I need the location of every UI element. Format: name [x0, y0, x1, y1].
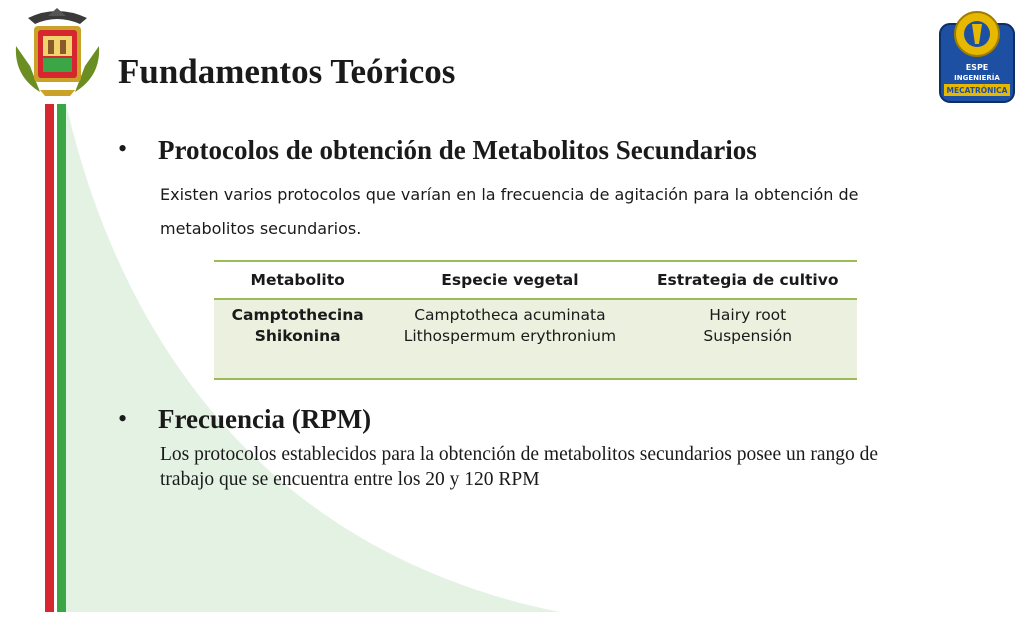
- metabolito-1: Camptothecina: [231, 306, 364, 324]
- table-row: [214, 299, 857, 379]
- section1-heading: Protocolos de obtención de Metabolitos Secundarios: [158, 135, 757, 165]
- especie-1: Camptotheca acuminata: [414, 306, 606, 324]
- svg-text:INGENIERÍA: INGENIERÍA: [954, 74, 1000, 82]
- estrategia-1: Hairy root: [709, 306, 787, 324]
- section2-heading: Frecuencia (RPM): [158, 404, 372, 434]
- section1-paragraph: Existen varios protocolos que varían en la frecuencia de agitación para la obtención de metabolitos secundarios.: [160, 185, 859, 238]
- university-crest-logo: [10, 6, 105, 98]
- metabolito-2: Shikonina: [254, 327, 341, 345]
- table-header-row: [214, 261, 857, 299]
- header-estrategia-cultivo: Estrategia de cultivo: [638, 261, 857, 299]
- svg-text:ESPE: ESPE: [965, 63, 989, 72]
- bullet-2: •: [118, 404, 128, 433]
- header-metabolito: Metabolito: [214, 261, 381, 299]
- header-especie-vegetal: Especie vegetal: [381, 261, 638, 299]
- especie-2: Lithospermum erythronium: [403, 327, 617, 345]
- cell-estrategia: [638, 299, 857, 379]
- green-stripe: [57, 104, 66, 612]
- estrategia-2: Suspensión: [703, 327, 793, 345]
- cell-metabolito: [214, 299, 381, 379]
- cell-especie: [381, 299, 638, 379]
- section2-paragraph: Los protocolos establecidos para la obtención de metabolitos secundarios posee un rango de trabajo que se encuentra entre los 20 y 120 RPM: [160, 444, 879, 490]
- svg-text:MECATRÓNICA: MECATRÓNICA: [946, 86, 1008, 95]
- mecatronica-logo: [938, 6, 1016, 104]
- bullet-1: •: [118, 134, 128, 163]
- slide-title: Fundamentos Teóricos: [118, 52, 456, 91]
- red-stripe: [45, 104, 54, 612]
- metabolites-table: [214, 260, 857, 380]
